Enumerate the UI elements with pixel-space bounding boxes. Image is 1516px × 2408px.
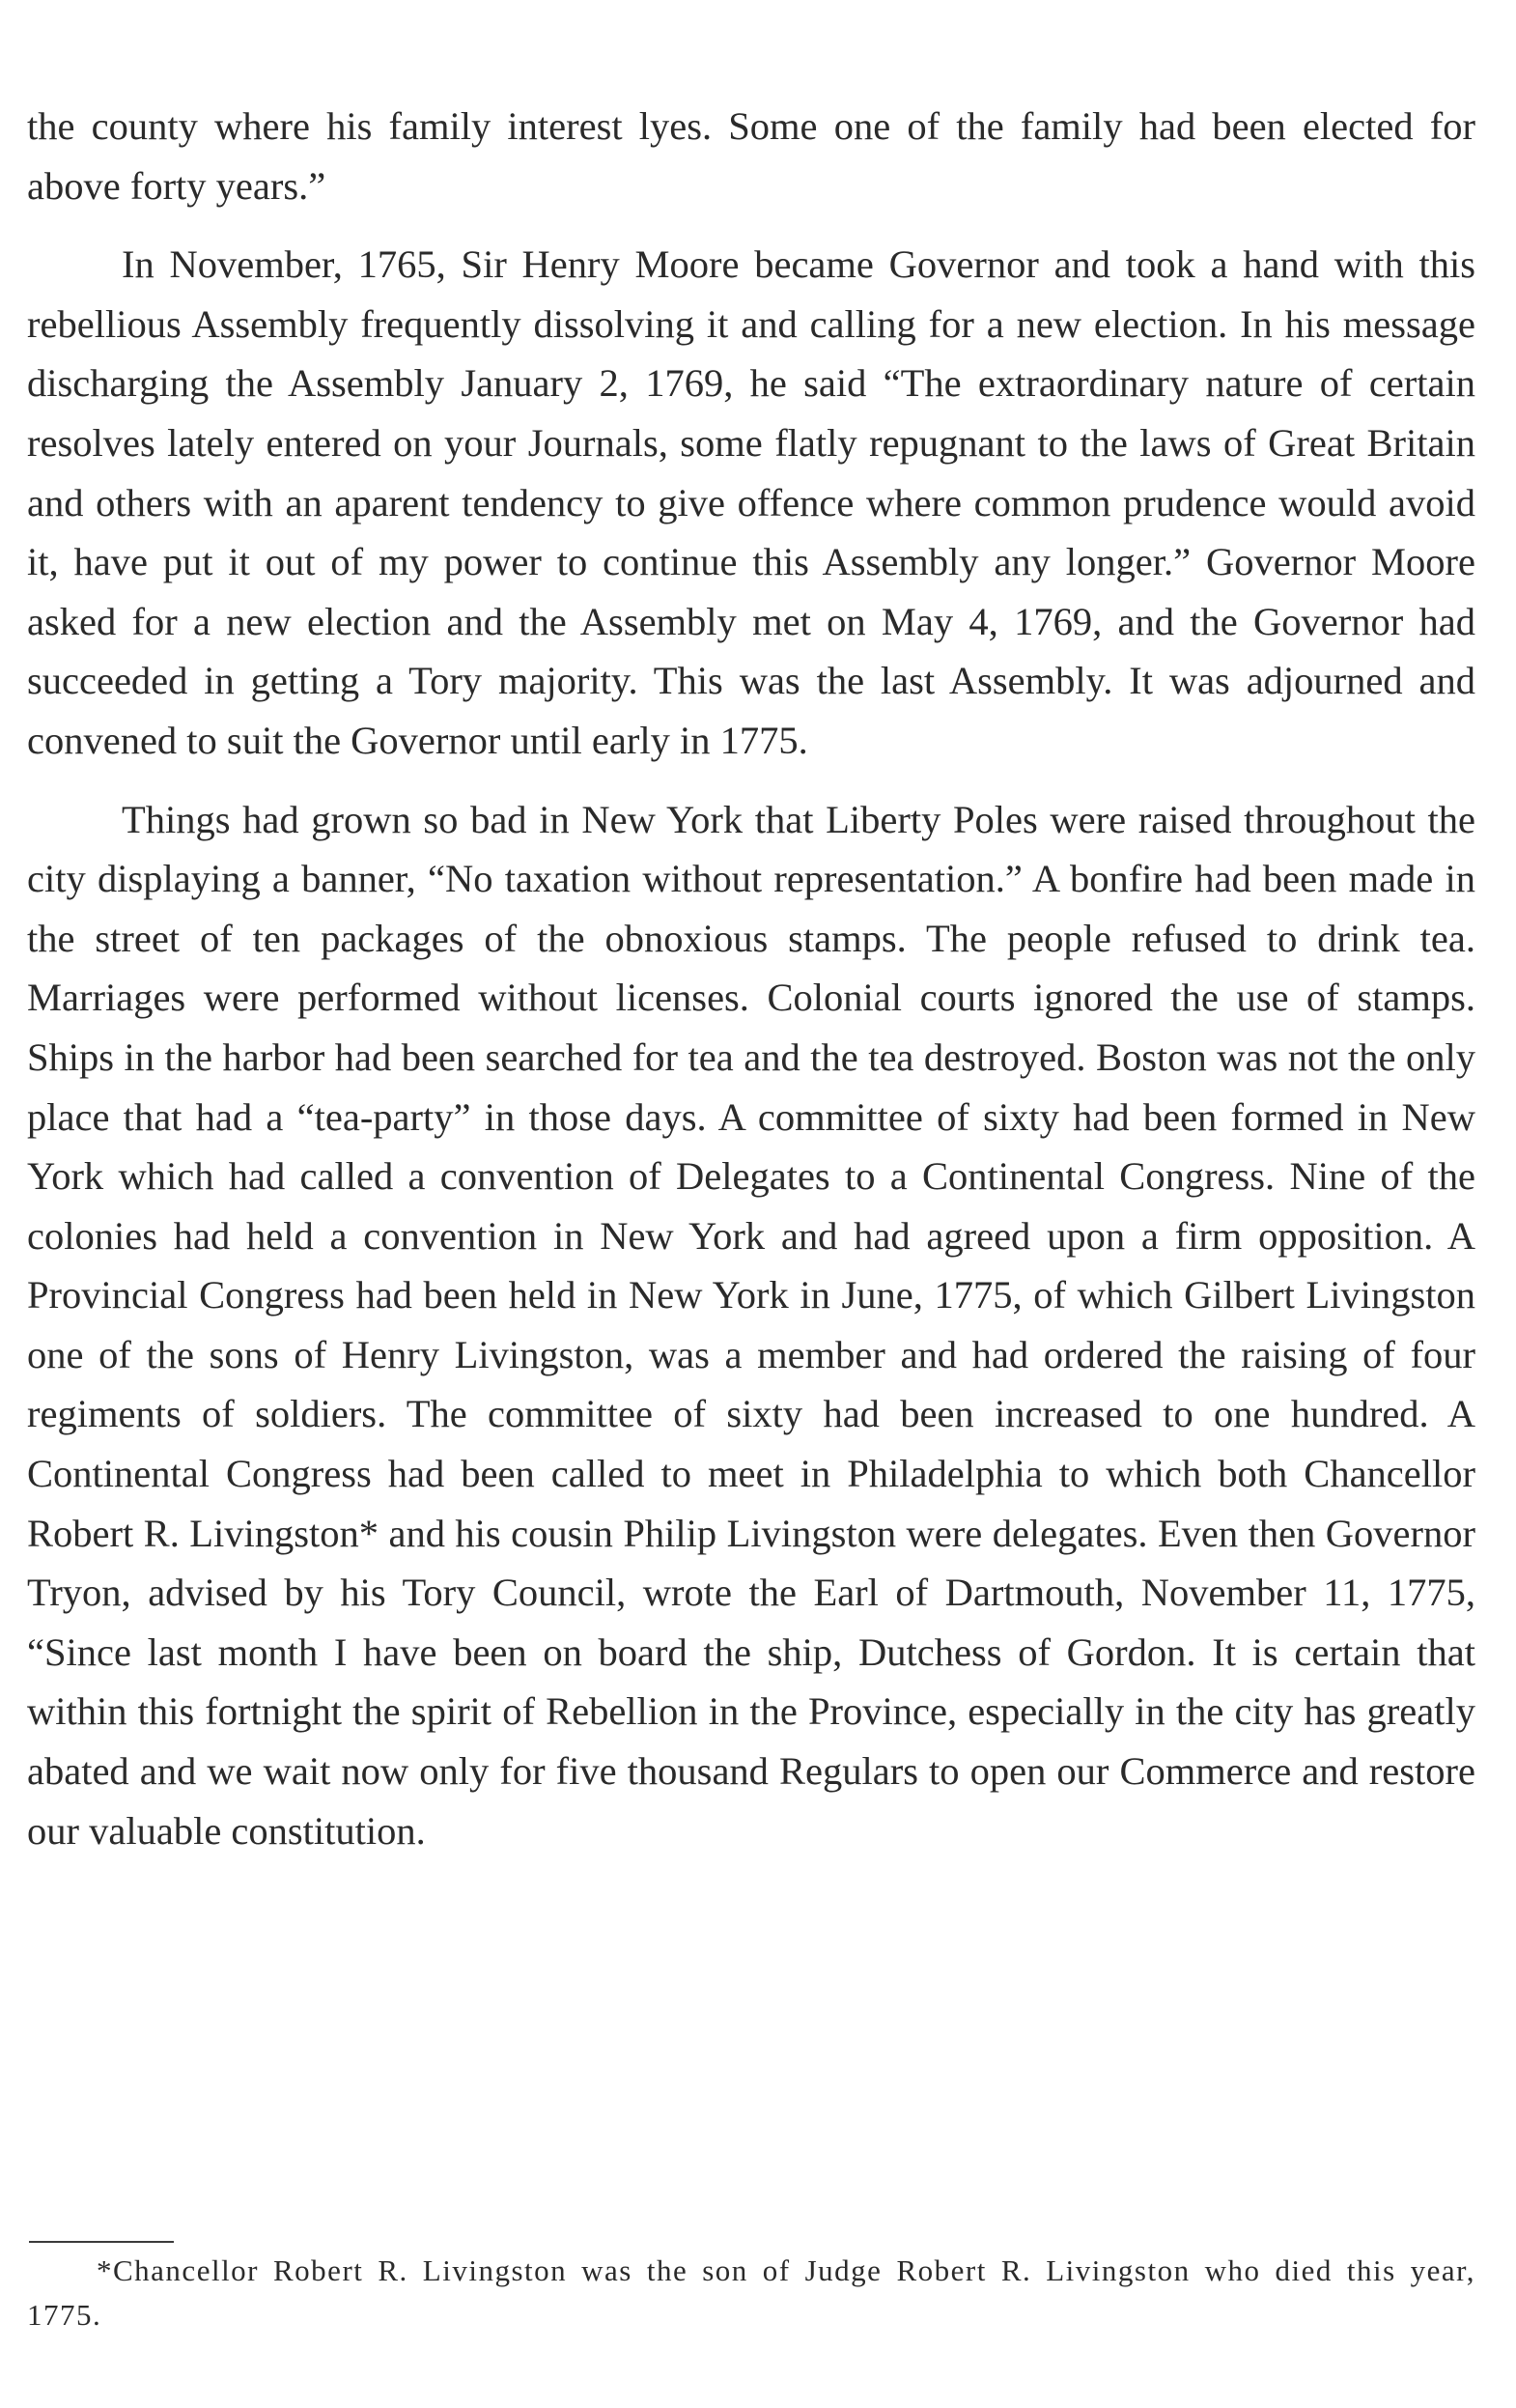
paragraph-liberty-poles: Things had grown so bad in New York that Liberty Poles were raised throughout the city displaying a banner, “No taxation without representation.” A bonfire had been made in the street of ten packages of the obnoxious stamps. The people refused to drink tea. Marriages were performed without licenses. Colonial courts ignored the use of stamps. Ships in the harbor had been searched for tea and the tea destroyed. Boston was not the only place that had a “tea-party” in those days. A committee of sixty had been formed in New York which had called a convention of Delegates to a Continental Congress. Nine of the colonies had held a convention in New York and had agreed upon a firm opposition. A Provincial Congress had been held in New York in June, 1775, of which Gilbert Livingston one of the sons of Henry Livingston, was a member and had ordered the raising of four regiments of soldiers. The committee of sixty had been increased to one hundred. A Continental Congress had been called to meet in Philadelphia to which both Chancellor Robert R. Livingston* and his cousin Philip Livingston were delegates. Even then Governor Tryon, advised by his Tory Council, wrote the Earl of Dartmouth, November 11, 1775, “Since last month I have been on board the ship, Dutchess of Gordon. It is certain that within this fortnight the spirit of Rebellion in the Province, especially in the city has greatly abated and we wait now only for five thousand Regulars to open our Commerce and restore our valuable constitution.	[27, 797, 1475, 1853]
footnote-divider	[29, 2241, 174, 2243]
footnote: *Chancellor Robert R. Livingston was the son of Judge Robert R. Livingston who died this year, 1775.	[27, 2253, 1475, 2332]
page-body	[27, 97, 1475, 1860]
paragraph-henry-moore: In November, 1765, Sir Henry Moore became Governor and took a hand with this rebellious Assembly frequently dissolving it and calling for a new election. In his message discharging the Assembly January 2, 1769, he said “The extraordinary nature of certain resolves lately entered on your Journals, some flatly repugnant to the laws of Great Britain and others with an aparent tendency to give offence where common prudence would avoid it, have put it out of my power to continue this Assembly any longer.” Governor Moore asked for a new election and the Assembly met on May 4, 1769, and the Governor had succeeded in getting a Tory majority. This was the last Assembly. It was adjourned and convened to suit the Governor until early in 1775.	[27, 242, 1475, 762]
paragraph-continued: the county where his family interest lyes. Some one of the family had been elected for above forty years.”	[27, 104, 1475, 208]
